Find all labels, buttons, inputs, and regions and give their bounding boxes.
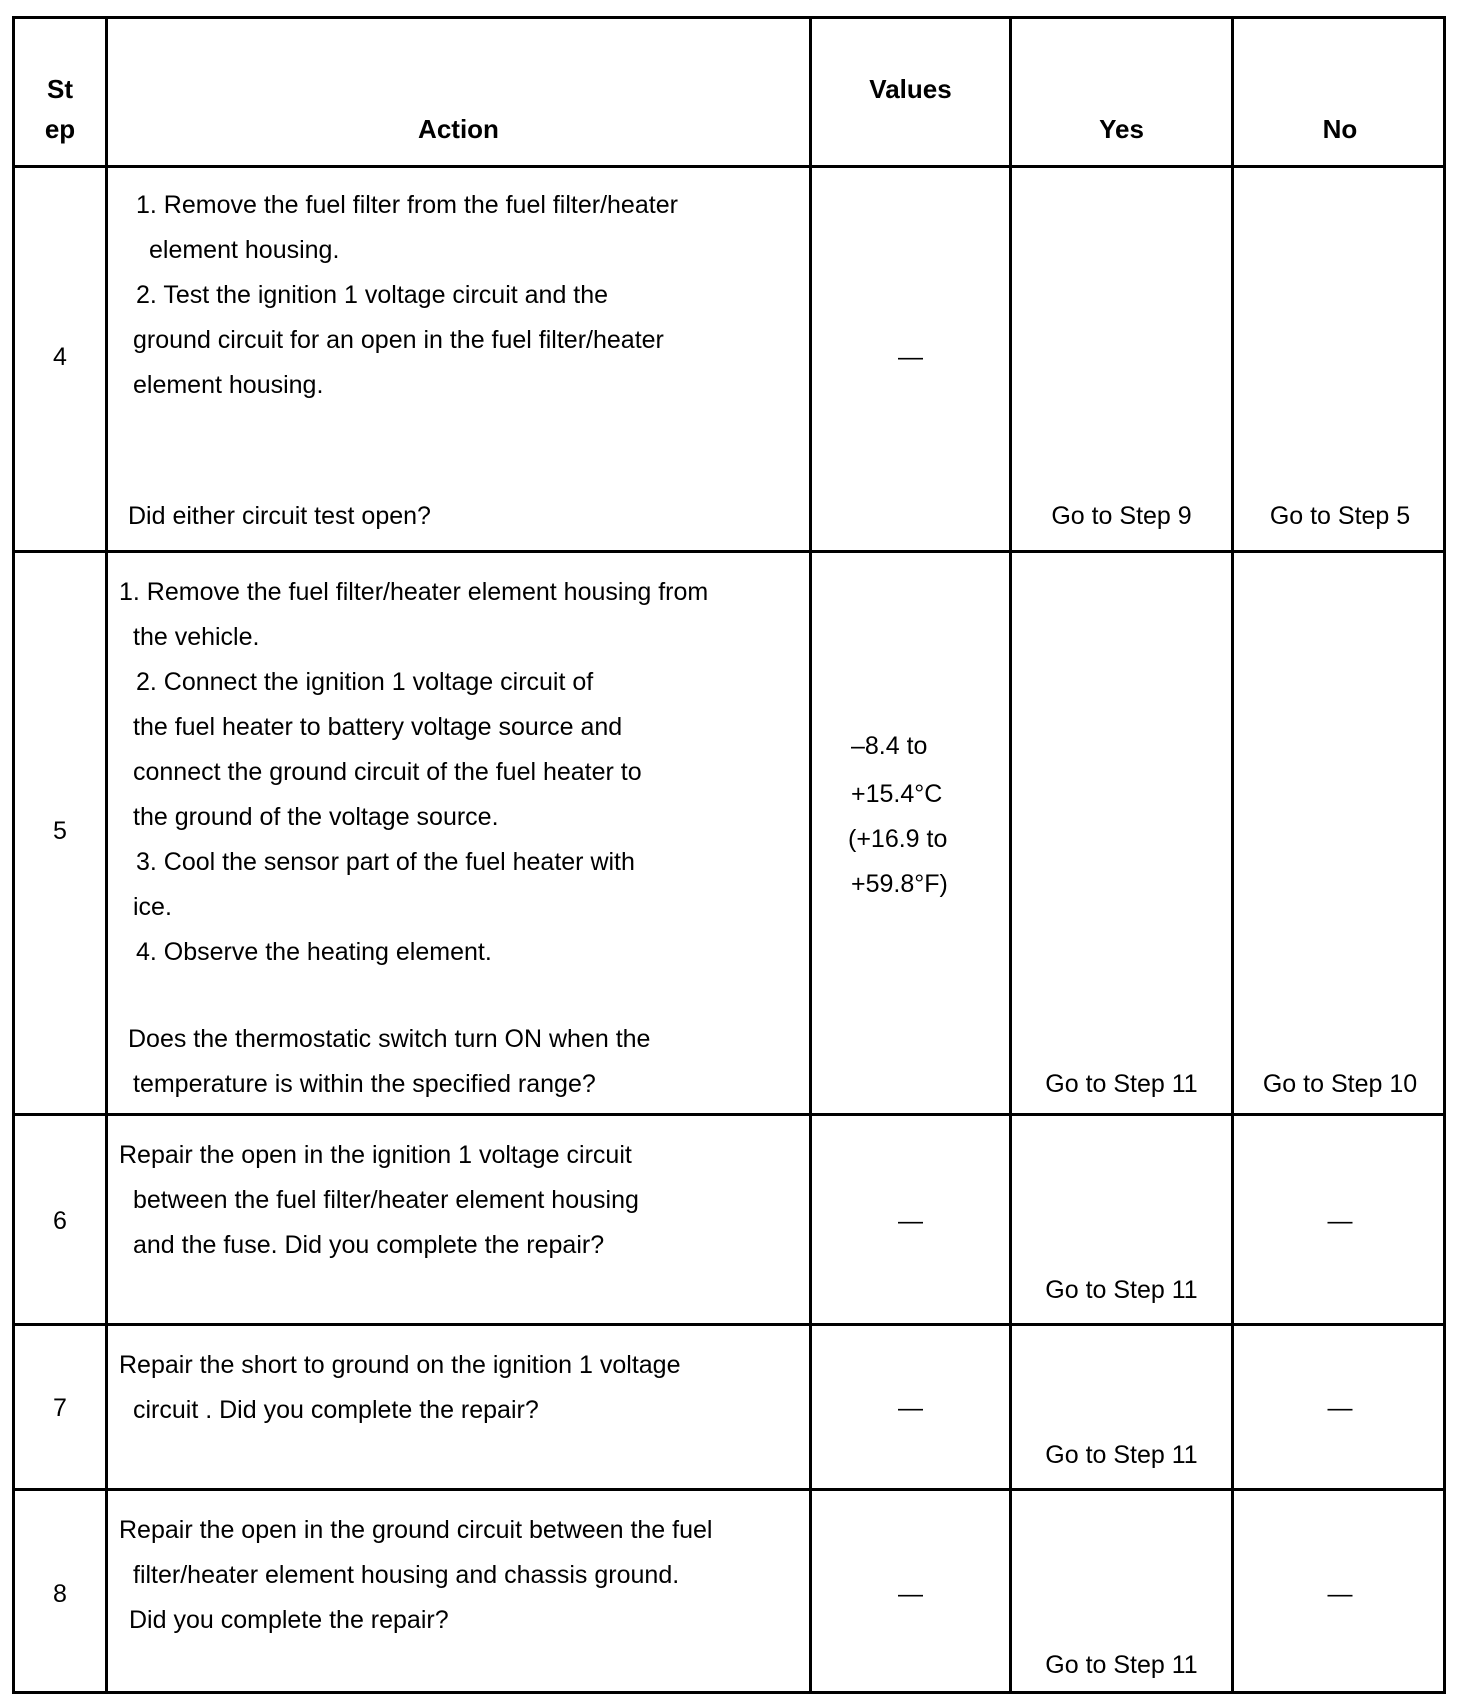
yes-result: Go to Step 11 [1045, 1070, 1198, 1098]
action-line: Repair the open in the ground circuit between the fuel [119, 1516, 713, 1544]
action-line: 3. Cool the sensor part of the fuel heater with [136, 848, 635, 876]
row-divider [15, 1323, 1443, 1326]
header-step-line2: ep [44, 114, 76, 144]
header-no: No [1322, 114, 1358, 144]
action-line: Repair the short to ground on the ignition 1 voltage [119, 1351, 681, 1379]
action-line: 2. Connect the ignition 1 voltage circuit of [136, 668, 594, 696]
yes-result: Go to Step 9 [1051, 502, 1192, 530]
action-line: 1. Remove the fuel filter from the fuel filter/heater [136, 191, 678, 219]
action-line: circuit . Did you complete the repair? [133, 1396, 539, 1424]
action-question: Did either circuit test open? [128, 502, 431, 530]
header-values: Values [869, 74, 952, 104]
no-result: Go to Step 10 [1262, 1070, 1418, 1098]
value-text: +59.8°F) [851, 870, 948, 898]
column-divider [105, 19, 108, 1691]
step-number: 5 [53, 817, 67, 845]
header-action: Action [418, 114, 499, 144]
diagnostic-table [12, 16, 1446, 1694]
action-line: 2. Test the ignition 1 voltage circuit and the [136, 281, 609, 309]
header-step-line1: St [47, 74, 73, 104]
value-text: — [898, 343, 923, 371]
action-line: filter/heater element housing and chassis ground. [133, 1561, 680, 1589]
action-question: Does the thermostatic switch turn ON when the [128, 1025, 651, 1053]
value-text: +15.4°C [851, 780, 943, 808]
yes-result: Go to Step 11 [1045, 1441, 1198, 1469]
step-number: 4 [53, 343, 67, 371]
step-number: 6 [53, 1207, 67, 1235]
column-divider [1231, 19, 1234, 1691]
action-line: element housing. [149, 236, 340, 264]
action-line: 1. Remove the fuel filter/heater element housing from [119, 578, 709, 606]
action-line: between the fuel filter/heater element housing [133, 1186, 639, 1214]
action-line: Repair the open in the ignition 1 voltage circuit [119, 1141, 632, 1169]
action-line: ground circuit for an open in the fuel filter/heater [133, 326, 664, 354]
action-line: the vehicle. [133, 623, 260, 651]
action-line: the ground of the voltage source. [133, 803, 499, 831]
yes-result: Go to Step 11 [1045, 1276, 1198, 1304]
action-line: connect the ground circuit of the fuel heater to [133, 758, 642, 786]
step-number: 7 [53, 1394, 67, 1422]
column-divider [809, 19, 812, 1691]
action-question: temperature is within the specified range? [133, 1070, 596, 1098]
row-divider [15, 550, 1443, 553]
no-result: — [1327, 1394, 1353, 1422]
action-line: element housing. [133, 371, 324, 399]
value-text: — [898, 1394, 923, 1422]
yes-result: Go to Step 11 [1045, 1651, 1198, 1679]
row-divider [15, 165, 1443, 168]
action-line: the fuel heater to battery voltage source and [133, 713, 623, 741]
no-result: Go to Step 5 [1269, 502, 1411, 530]
no-result: — [1327, 1207, 1353, 1235]
action-line: ice. [133, 893, 172, 921]
value-text: — [898, 1580, 923, 1608]
value-text: — [898, 1207, 923, 1235]
action-line: 4. Observe the heating element. [136, 938, 492, 966]
no-result: — [1327, 1580, 1353, 1608]
row-divider [15, 1488, 1443, 1491]
value-text: (+16.9 to [848, 825, 948, 853]
action-line: Did you complete the repair? [129, 1606, 449, 1634]
action-line: and the fuse. Did you complete the repair? [133, 1231, 605, 1259]
step-number: 8 [53, 1580, 67, 1608]
header-yes: Yes [1099, 114, 1144, 144]
value-text: –8.4 to [851, 732, 928, 760]
row-divider [15, 1113, 1443, 1116]
